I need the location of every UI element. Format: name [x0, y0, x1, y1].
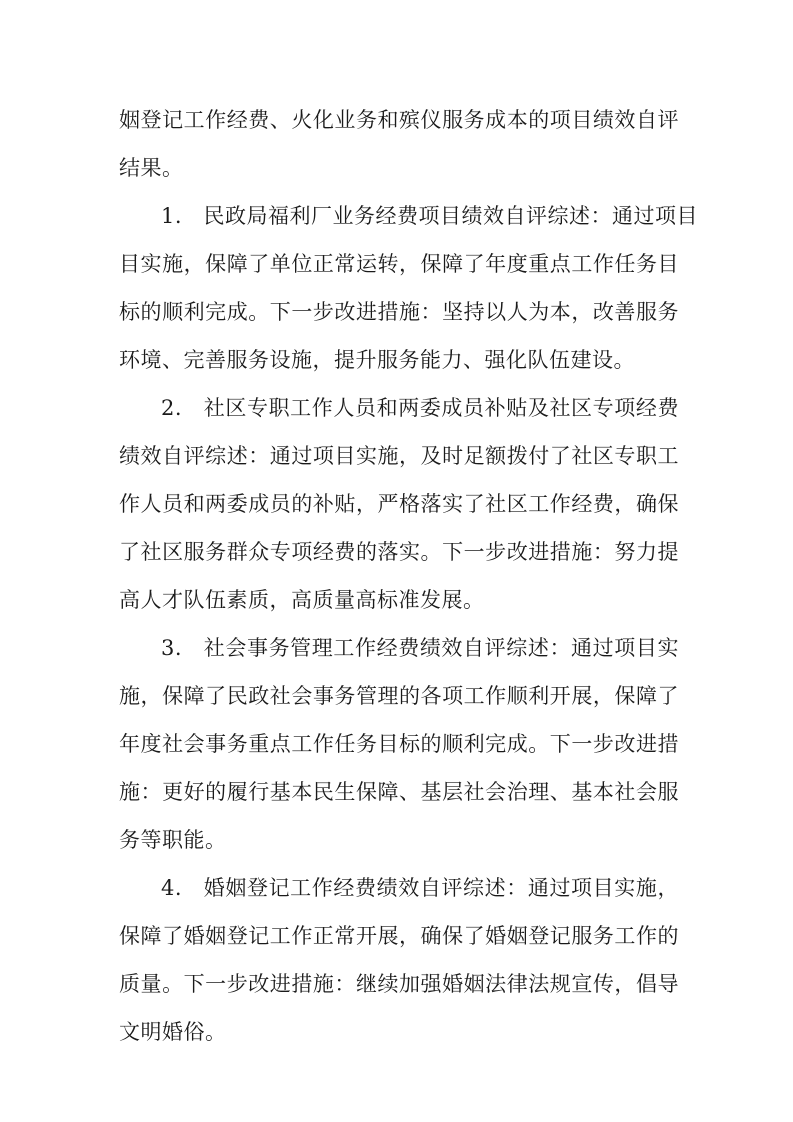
text-line: 务等职能。: [119, 828, 227, 852]
text-line: 标的顺利完成。下一步改进措施：坚持以人为本，改善服务: [119, 300, 679, 324]
text-line: 质量。下一步改进措施：继续加强婚姻法律法规宣传，倡导: [119, 972, 679, 996]
text-line: 1. 民政局福利厂业务经费项目绩效自评综述：通过项目: [161, 204, 699, 228]
text-line: 姻登记工作经费、火化业务和殡仪服务成本的项目绩效自评: [119, 108, 679, 132]
text-line: 3. 社会事务管理工作经费绩效自评综述：通过项目实: [161, 636, 679, 660]
text-line: 高人才队伍素质，高质量高标准发展。: [119, 588, 485, 612]
text-line: 结果。: [119, 156, 184, 180]
text-line: 保障了婚姻登记工作正常开展，确保了婚姻登记服务工作的: [119, 924, 679, 948]
text-line: 了社区服务群众专项经费的落实。下一步改进措施：努力提: [119, 540, 679, 564]
text-line: 绩效自评综述：通过项目实施，及时足额拨付了社区专职工: [119, 444, 679, 468]
text-line: 作人员和两委成员的补贴，严格落实了社区工作经费，确保: [119, 492, 679, 516]
text-line: 年度社会事务重点工作任务目标的顺利完成。下一步改进措: [119, 732, 679, 756]
text-line: 施，保障了民政社会事务管理的各项工作顺利开展，保障了: [119, 684, 679, 708]
text-line: 文明婚俗。: [119, 1020, 227, 1044]
text-line: 环境、完善服务设施，提升服务能力、强化队伍建设。: [119, 348, 635, 372]
text-line: 2. 社区专职工作人员和两委成员补贴及社区专项经费: [161, 396, 679, 420]
text-line: 目实施，保障了单位正常运转，保障了年度重点工作任务目: [119, 252, 679, 276]
text-line: 施：更好的履行基本民生保障、基层社会治理、基本社会服: [119, 780, 679, 804]
text-line: 4. 婚姻登记工作经费绩效自评综述：通过项目实施，: [161, 876, 679, 900]
